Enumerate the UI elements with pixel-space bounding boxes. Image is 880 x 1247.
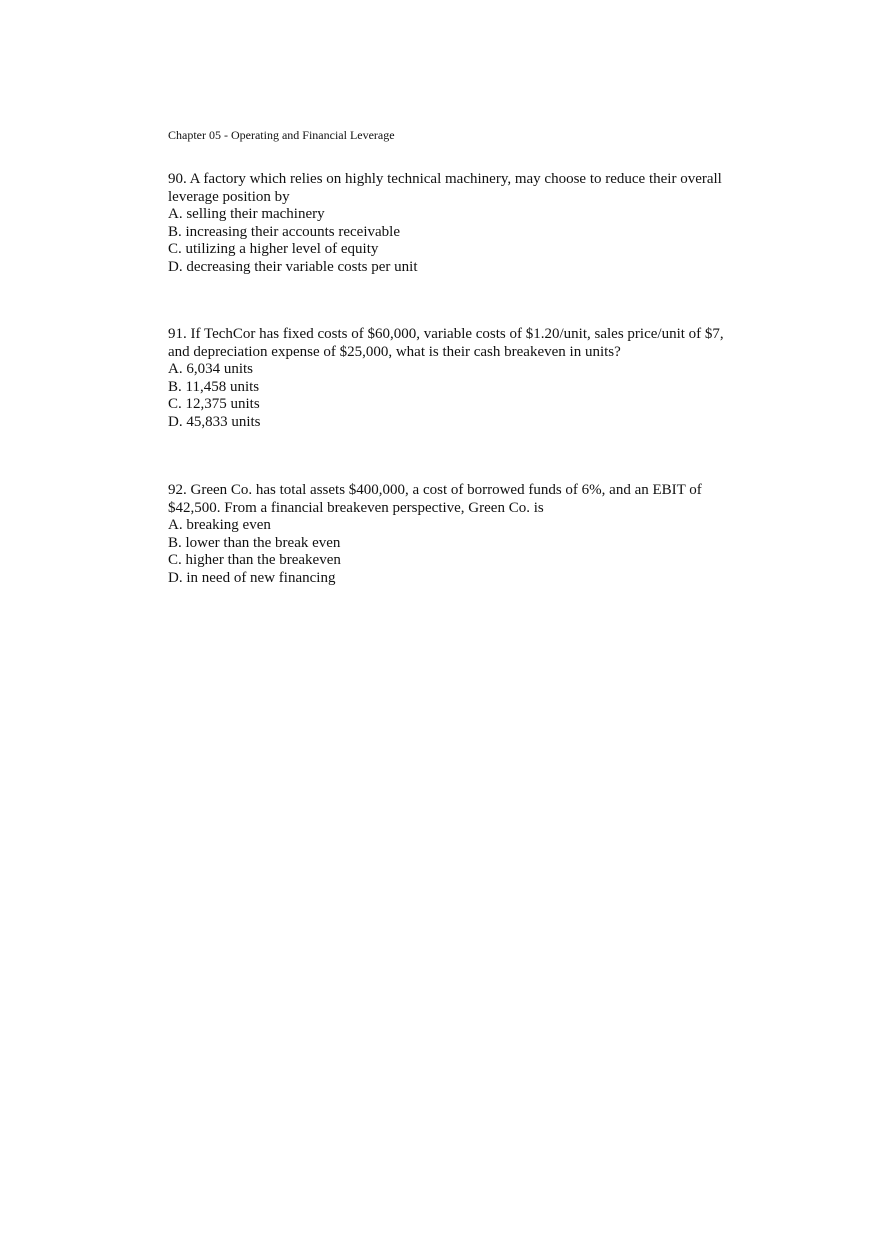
question-90 <box>168 171 728 276</box>
answer-option-a: A. breaking even <box>168 517 271 533</box>
question-stem: 90. A factory which relies on highly technical machinery, may choose to reduce their overall leverage position by <box>168 171 722 205</box>
answer-option-d: D. 45,833 units <box>168 413 261 430</box>
question-stem: 91. If TechCor has fixed costs of $60,000, variable costs of $1.20/unit, sales price/unit of $7, and depreciation expense of $25,000, what is their cash breakeven in units? <box>168 326 724 360</box>
answer-option-d: D. in need of new financing <box>168 569 336 586</box>
answer-option-c: C. utilizing a higher level of equity <box>168 241 379 257</box>
question-91 <box>168 326 728 431</box>
answer-option-b: B. increasing their accounts receivable <box>168 223 400 240</box>
answer-options <box>168 206 728 276</box>
question-92 <box>168 482 728 587</box>
answer-option-a: A. selling their machinery <box>168 206 325 222</box>
answer-option-c: C. 12,375 units <box>168 396 260 412</box>
answer-options <box>168 361 728 431</box>
answer-option-b: B. 11,458 units <box>168 378 260 395</box>
answer-option-c: C. higher than the breakeven <box>168 552 341 568</box>
answer-options <box>168 517 728 587</box>
chapter-header: Chapter 05 - Operating and Financial Leverage <box>168 128 395 142</box>
question-stem: 92. Green Co. has total assets $400,000, a cost of borrowed funds of 6%, and an EBIT of $42,500. From a financial breakeven perspective, Green Co. is <box>168 482 702 516</box>
answer-option-a: A. 6,034 units <box>168 361 254 377</box>
answer-option-d: D. decreasing their variable costs per unit <box>168 258 418 275</box>
answer-option-b: B. lower than the break even <box>168 534 341 551</box>
